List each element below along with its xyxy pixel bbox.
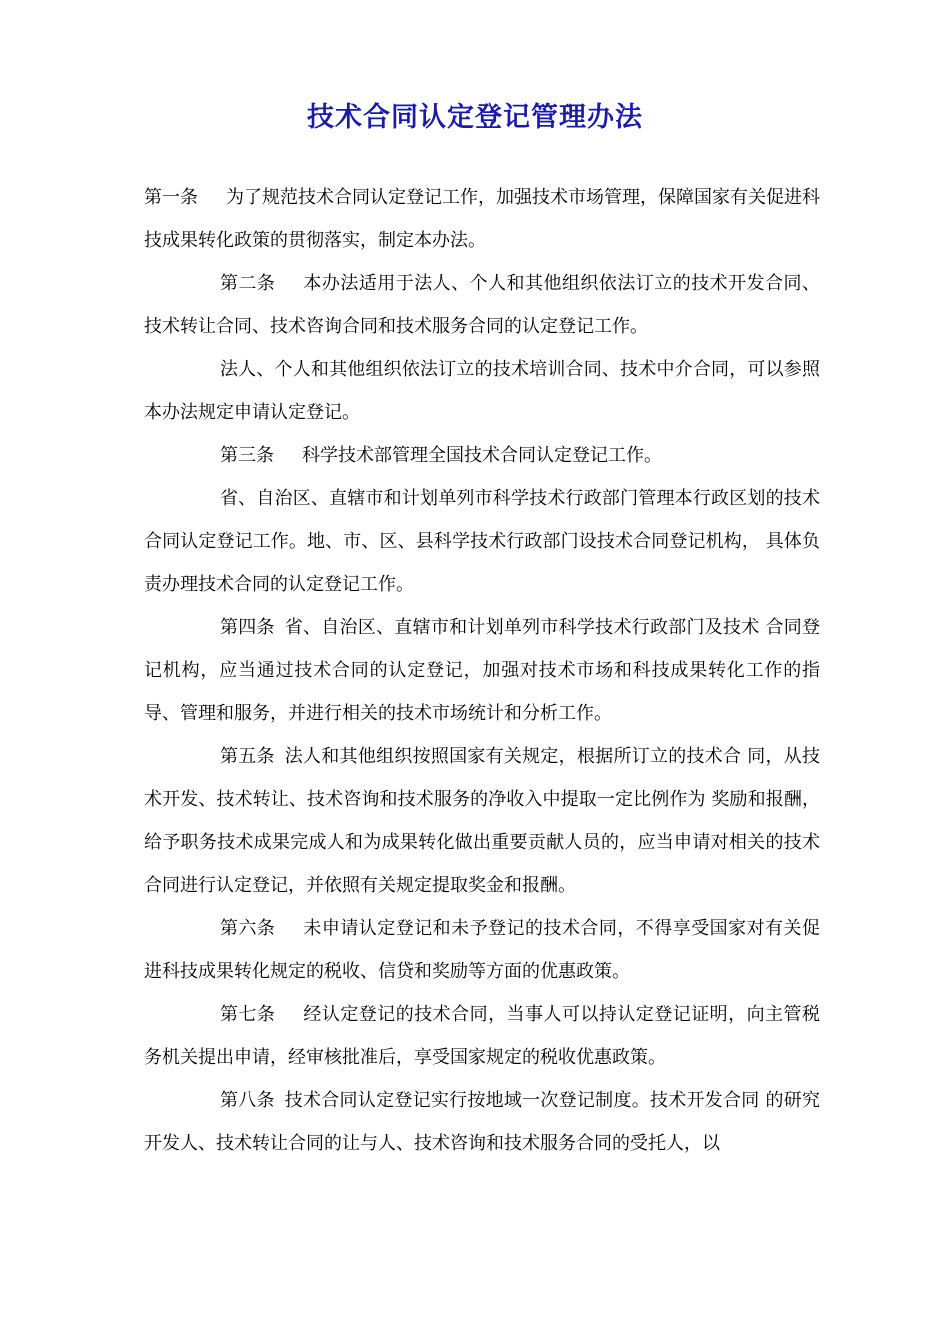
paragraph-text: 未申请认定登记和未予登记的技术合同，不得享受国家对有关促进科技成果转化规定的税收、信贷和奖励等方面的优惠政策。 bbox=[144, 918, 821, 982]
paragraph-text: 法人和其他组织按照国家有关规定，根据所订立的技术合 同，从技术开发、技术转让、技术咨询和技术服务的净收入中提取一定比例作为 奖励和报酬，给予职务技术成果完成人和为成果转化做出重要贡献人员的，应当申请对相关的技术合同进行认定登记，并依照有关规定提取奖金和报酬。 bbox=[144, 746, 821, 896]
article-number: 第五条 bbox=[220, 746, 275, 767]
paragraph-article-3 bbox=[144, 434, 820, 477]
paragraph-article-2-cont bbox=[144, 348, 820, 434]
paragraph-text: 技术合同认定登记实行按地域一次登记制度。技术开发合同 的研究开发人、技术转让合同的让与人、技术咨询和技术服务合同的受托人，以 bbox=[144, 1090, 821, 1154]
article-number: 第二条 bbox=[220, 273, 276, 294]
paragraph-article-2 bbox=[144, 262, 820, 348]
document-title: 技术合同认定登记管理办法 bbox=[307, 102, 643, 133]
paragraph-text: 本办法适用于法人、个人和其他组织依法订立的技术开发合同、技术转让合同、技术咨询合同和技术服务合同的认定登记工作。 bbox=[144, 273, 821, 337]
article-number: 第一条 bbox=[144, 187, 198, 208]
article-number: 第六条 bbox=[220, 918, 276, 939]
paragraph-article-1 bbox=[144, 176, 820, 262]
paragraph-article-3-cont bbox=[144, 477, 820, 606]
paragraph-article-6 bbox=[144, 907, 820, 993]
article-number: 第三条 bbox=[220, 445, 274, 466]
article-number: 第八条 bbox=[220, 1090, 275, 1111]
paragraph-text: 科学技术部管理全国技术合同认定登记工作。 bbox=[302, 445, 662, 466]
paragraph-article-4 bbox=[144, 606, 820, 735]
paragraph-article-5 bbox=[144, 735, 820, 907]
paragraph-article-7 bbox=[144, 993, 820, 1079]
article-number: 第七条 bbox=[220, 1004, 276, 1025]
paragraph-text: 经认定登记的技术合同，当事人可以持认定登记证明，向主管税务机关提出申请，经审核批准后，享受国家规定的税收优惠政策。 bbox=[144, 1004, 821, 1068]
paragraph-article-8 bbox=[144, 1079, 820, 1165]
paragraph-text: 省、自治区、直辖市和计划单列市科学技术行政部门及技术 合同登记机构，应当通过技术合同的认定登记，加强对技术市场和科技成果转化工作的指导、管理和服务，并进行相关的技术市场统计和分析工作。 bbox=[144, 617, 821, 724]
paragraph-text: 省、自治区、直辖市和计划单列市科学技术行政部门管理本行政区划的技术合同认定登记工作。地、市、区、县科学技术行政部门设技术合同登记机构， 具体负责办理技术合同的认定登记工作。 bbox=[144, 488, 820, 595]
paragraph-text: 为了规范技术合同认定登记工作，加强技术市场管理，保障国家有关促进科技成果转化政策的贯彻落实，制定本办法。 bbox=[144, 187, 820, 251]
article-number: 第四条 bbox=[220, 617, 275, 638]
document-body bbox=[144, 176, 820, 1165]
paragraph-text: 法人、个人和其他组织依法订立的技术培训合同、技术中介合同，可以参照本办法规定申请认定登记。 bbox=[144, 359, 820, 423]
